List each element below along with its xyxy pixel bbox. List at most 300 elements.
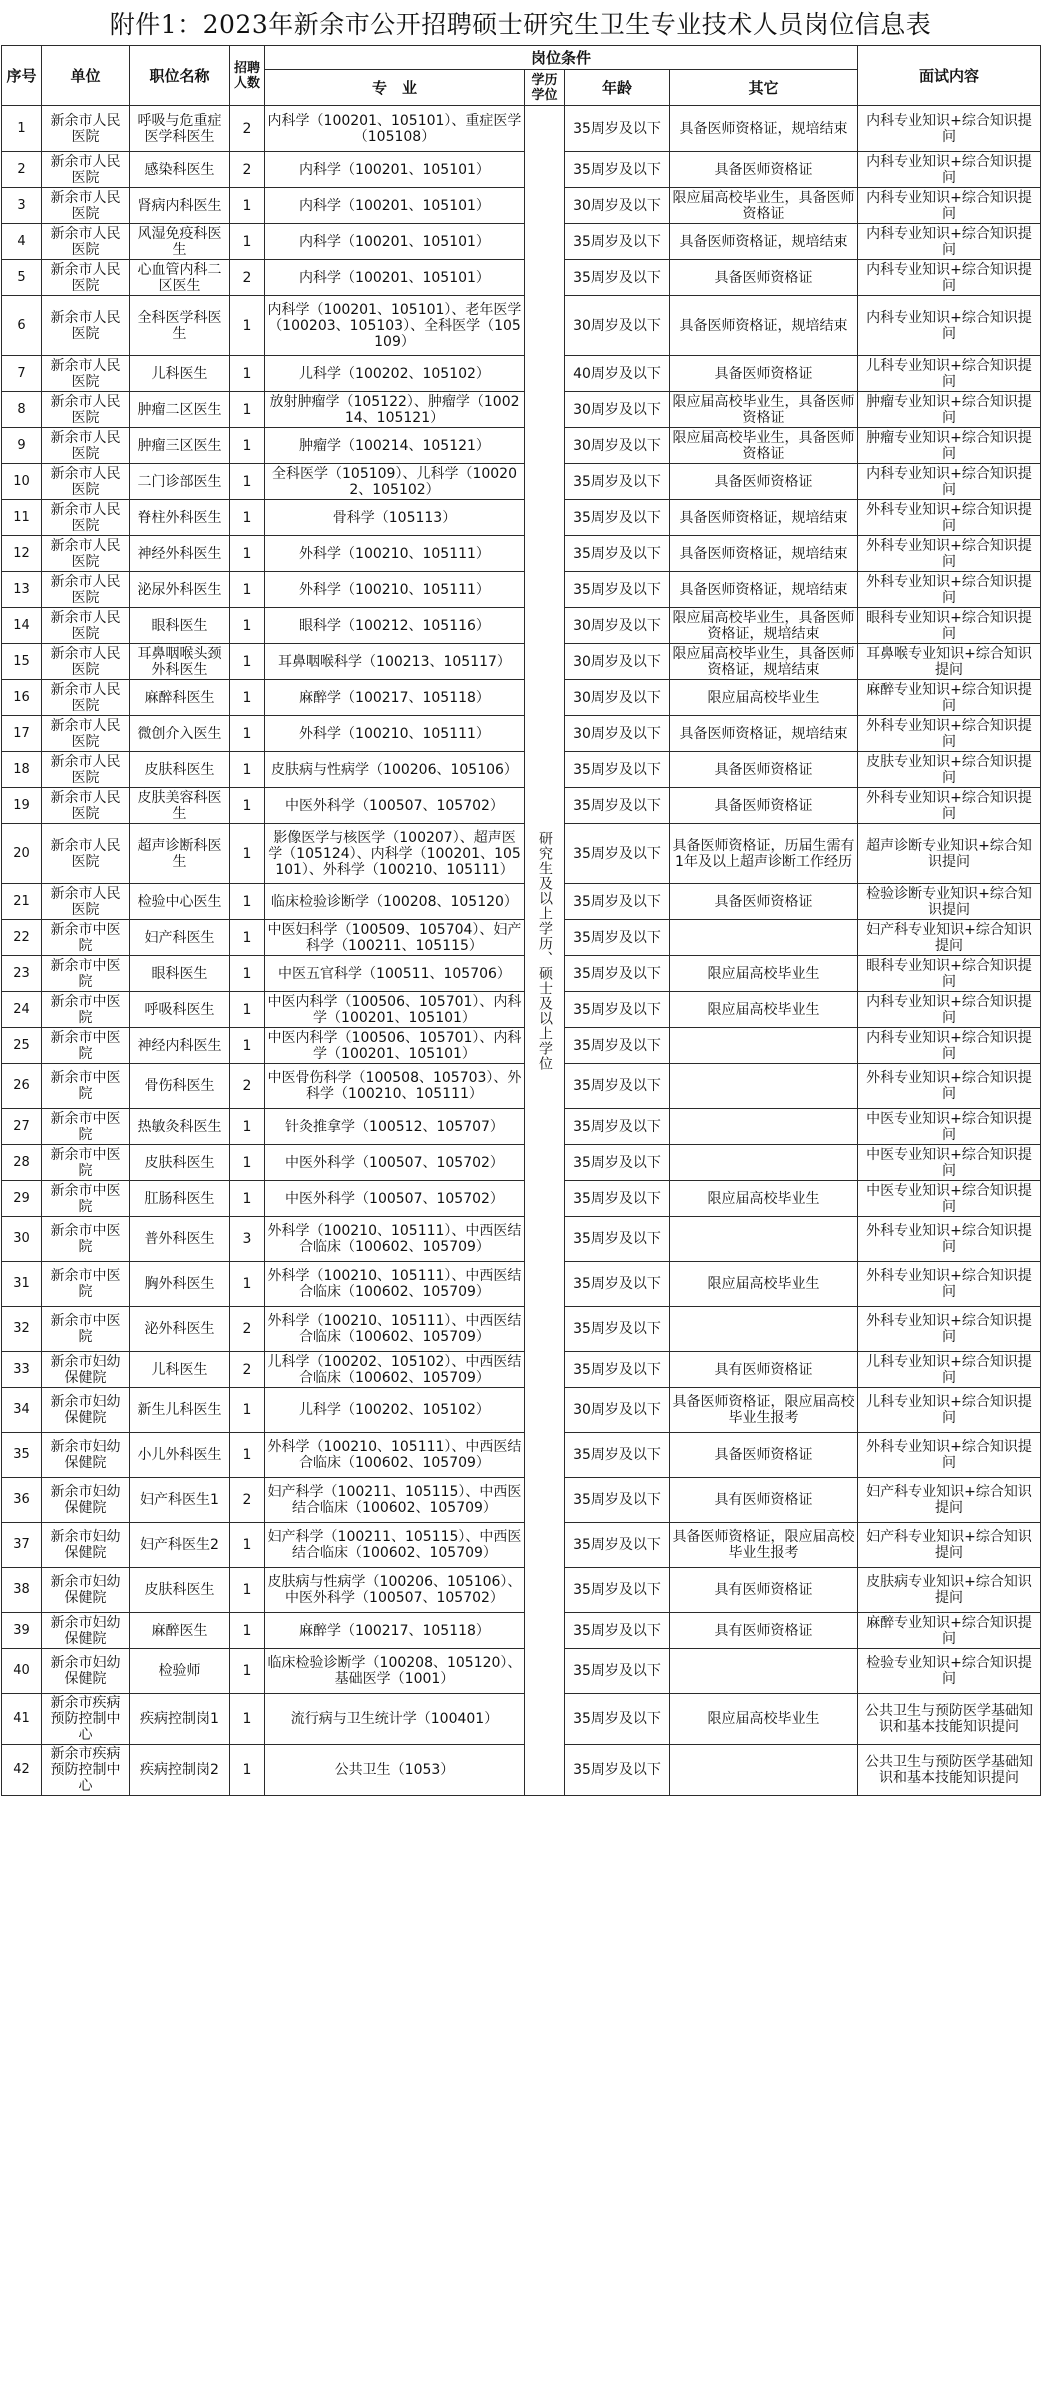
cell-other: 具有医师资格证 xyxy=(670,1568,858,1613)
cell-interview: 内科专业知识+综合知识提问 xyxy=(858,224,1041,260)
cell-other: 限应届高校毕业生，具备医师资格证 xyxy=(670,188,858,224)
cell-interview: 儿科专业知识+综合知识提问 xyxy=(858,1388,1041,1433)
cell-age: 35周岁及以下 xyxy=(565,106,670,152)
cell-position: 脊柱外科医生 xyxy=(130,500,230,536)
cell-seq: 39 xyxy=(2,1613,42,1649)
cell-position: 二门诊部医生 xyxy=(130,464,230,500)
cell-age: 35周岁及以下 xyxy=(565,1145,670,1181)
table-row xyxy=(2,188,1041,224)
cell-other: 限应届高校毕业生 xyxy=(670,992,858,1028)
cell-interview: 外科专业知识+综合知识提问 xyxy=(858,1217,1041,1262)
cell-age: 30周岁及以下 xyxy=(565,188,670,224)
table-row xyxy=(2,1262,1041,1307)
cell-position: 骨伤科医生 xyxy=(130,1064,230,1109)
cell-major: 妇产科学（100211、105115）、中西医结合临床（100602、105709） xyxy=(265,1523,525,1568)
table-row xyxy=(2,428,1041,464)
cell-unit: 新余市人民医院 xyxy=(42,716,130,752)
cell-other: 具备医师资格证，限应届高校毕业生报考 xyxy=(670,1523,858,1568)
cell-other: 具备医师资格证 xyxy=(670,788,858,824)
table-row xyxy=(2,1649,1041,1694)
cell-major: 影像医学与核医学（100207）、超声医学（105124）、内科学（100201、105101）、外科学（100210、105111） xyxy=(265,824,525,884)
cell-major: 流行病与卫生统计学（100401） xyxy=(265,1694,525,1745)
header-unit: 单位 xyxy=(42,46,130,106)
cell-unit: 新余市妇幼保健院 xyxy=(42,1388,130,1433)
cell-position: 肾病内科医生 xyxy=(130,188,230,224)
cell-major: 外科学（100210、105111） xyxy=(265,536,525,572)
cell-count: 1 xyxy=(230,1745,265,1796)
table-row xyxy=(2,680,1041,716)
cell-age: 30周岁及以下 xyxy=(565,608,670,644)
cell-unit: 新余市人民医院 xyxy=(42,260,130,296)
cell-position: 心血管内科二区医生 xyxy=(130,260,230,296)
table-row xyxy=(2,296,1041,356)
cell-other: 限应届高校毕业生 xyxy=(670,680,858,716)
cell-interview: 妇产科专业知识+综合知识提问 xyxy=(858,920,1041,956)
cell-major: 儿科学（100202、105102） xyxy=(265,1388,525,1433)
cell-seq: 17 xyxy=(2,716,42,752)
cell-major: 内科学（100201、105101）、老年医学（100203、105103）、全科医学（105109） xyxy=(265,296,525,356)
table-row xyxy=(2,608,1041,644)
cell-age: 35周岁及以下 xyxy=(565,884,670,920)
cell-count: 1 xyxy=(230,920,265,956)
cell-age: 30周岁及以下 xyxy=(565,644,670,680)
table-row xyxy=(2,106,1041,152)
cell-age: 35周岁及以下 xyxy=(565,752,670,788)
header-major: 专 业 xyxy=(265,70,525,106)
cell-seq: 30 xyxy=(2,1217,42,1262)
cell-position: 热敏灸科医生 xyxy=(130,1109,230,1145)
cell-seq: 24 xyxy=(2,992,42,1028)
table-row xyxy=(2,956,1041,992)
cell-position: 皮肤科医生 xyxy=(130,1568,230,1613)
cell-major: 中医外科学（100507、105702） xyxy=(265,788,525,824)
table-row xyxy=(2,224,1041,260)
cell-position: 感染科医生 xyxy=(130,152,230,188)
cell-major: 外科学（100210、105111） xyxy=(265,716,525,752)
cell-major: 内科学（100201、105101）、重症医学（105108） xyxy=(265,106,525,152)
cell-interview: 中医专业知识+综合知识提问 xyxy=(858,1145,1041,1181)
cell-age: 35周岁及以下 xyxy=(565,956,670,992)
cell-position: 呼吸科医生 xyxy=(130,992,230,1028)
cell-other xyxy=(670,920,858,956)
cell-position: 神经外科医生 xyxy=(130,536,230,572)
cell-age: 35周岁及以下 xyxy=(565,1109,670,1145)
header-conditions: 岗位条件 xyxy=(265,46,858,70)
cell-age: 35周岁及以下 xyxy=(565,992,670,1028)
cell-major: 麻醉学（100217、105118） xyxy=(265,1613,525,1649)
cell-position: 检验师 xyxy=(130,1649,230,1694)
cell-interview: 妇产科专业知识+综合知识提问 xyxy=(858,1523,1041,1568)
header-seq: 序号 xyxy=(2,46,42,106)
cell-count: 1 xyxy=(230,1568,265,1613)
cell-count: 1 xyxy=(230,1145,265,1181)
cell-unit: 新余市人民医院 xyxy=(42,788,130,824)
cell-other: 限应届高校毕业生，具备医师资格证 xyxy=(670,428,858,464)
cell-age: 30周岁及以下 xyxy=(565,428,670,464)
table-row xyxy=(2,392,1041,428)
cell-major: 外科学（100210、105111）、中西医结合临床（100602、105709） xyxy=(265,1217,525,1262)
table-row xyxy=(2,500,1041,536)
cell-seq: 35 xyxy=(2,1433,42,1478)
cell-other xyxy=(670,1064,858,1109)
cell-age: 35周岁及以下 xyxy=(565,1745,670,1796)
header-education: 学历学位 xyxy=(525,70,565,106)
table-row xyxy=(2,152,1041,188)
cell-other: 限应届高校毕业生 xyxy=(670,956,858,992)
cell-age: 35周岁及以下 xyxy=(565,224,670,260)
cell-major: 眼科学（100212、105116） xyxy=(265,608,525,644)
table-row xyxy=(2,1064,1041,1109)
cell-interview: 外科专业知识+综合知识提问 xyxy=(858,536,1041,572)
cell-interview: 中医专业知识+综合知识提问 xyxy=(858,1181,1041,1217)
cell-interview: 眼科专业知识+综合知识提问 xyxy=(858,608,1041,644)
cell-seq: 26 xyxy=(2,1064,42,1109)
cell-age: 35周岁及以下 xyxy=(565,1307,670,1352)
cell-other: 限应届高校毕业生 xyxy=(670,1181,858,1217)
cell-position: 泌外科医生 xyxy=(130,1307,230,1352)
cell-seq: 41 xyxy=(2,1694,42,1745)
cell-position: 微创介入医生 xyxy=(130,716,230,752)
cell-seq: 23 xyxy=(2,956,42,992)
cell-count: 1 xyxy=(230,884,265,920)
cell-age: 35周岁及以下 xyxy=(565,1352,670,1388)
cell-position: 疾病控制岗2 xyxy=(130,1745,230,1796)
cell-other: 限应届高校毕业生 xyxy=(670,1262,858,1307)
cell-interview: 外科专业知识+综合知识提问 xyxy=(858,1262,1041,1307)
cell-major: 临床检验诊断学（100208、105120） xyxy=(265,884,525,920)
cell-seq: 38 xyxy=(2,1568,42,1613)
cell-other xyxy=(670,1109,858,1145)
cell-major: 内科学（100201、105101） xyxy=(265,260,525,296)
cell-other: 具备医师资格证，限应届高校毕业生报考 xyxy=(670,1388,858,1433)
cell-age: 35周岁及以下 xyxy=(565,824,670,884)
cell-major: 内科学（100201、105101） xyxy=(265,224,525,260)
cell-major: 外科学（100210、105111） xyxy=(265,572,525,608)
cell-seq: 20 xyxy=(2,824,42,884)
cell-interview: 外科专业知识+综合知识提问 xyxy=(858,572,1041,608)
cell-other xyxy=(670,1145,858,1181)
cell-unit: 新余市中医院 xyxy=(42,992,130,1028)
cell-other: 具备医师资格证 xyxy=(670,884,858,920)
cell-position: 妇产科医生2 xyxy=(130,1523,230,1568)
cell-interview: 中医专业知识+综合知识提问 xyxy=(858,1109,1041,1145)
table-row xyxy=(2,992,1041,1028)
cell-age: 35周岁及以下 xyxy=(565,920,670,956)
cell-count: 1 xyxy=(230,392,265,428)
table-row xyxy=(2,1478,1041,1523)
cell-position: 妇产科医生 xyxy=(130,920,230,956)
cell-count: 1 xyxy=(230,1181,265,1217)
cell-age: 30周岁及以下 xyxy=(565,716,670,752)
cell-count: 1 xyxy=(230,680,265,716)
cell-major: 中医内科学（100506、105701）、内科学（100201、105101） xyxy=(265,992,525,1028)
cell-count: 2 xyxy=(230,1478,265,1523)
cell-seq: 18 xyxy=(2,752,42,788)
cell-major: 中医五官科学（100511、105706） xyxy=(265,956,525,992)
cell-age: 35周岁及以下 xyxy=(565,1064,670,1109)
cell-major: 外科学（100210、105111）、中西医结合临床（100602、105709） xyxy=(265,1307,525,1352)
cell-age: 35周岁及以下 xyxy=(565,1613,670,1649)
table-row xyxy=(2,1217,1041,1262)
cell-interview: 内科专业知识+综合知识提问 xyxy=(858,260,1041,296)
cell-interview: 外科专业知识+综合知识提问 xyxy=(858,1307,1041,1352)
cell-major: 放射肿瘤学（105122）、肿瘤学（100214、105121） xyxy=(265,392,525,428)
cell-unit: 新余市中医院 xyxy=(42,956,130,992)
cell-seq: 33 xyxy=(2,1352,42,1388)
cell-interview: 内科专业知识+综合知识提问 xyxy=(858,152,1041,188)
cell-position: 儿科医生 xyxy=(130,1352,230,1388)
cell-other: 具备医师资格证 xyxy=(670,464,858,500)
cell-major: 耳鼻咽喉科学（100213、105117） xyxy=(265,644,525,680)
cell-count: 2 xyxy=(230,106,265,152)
cell-interview: 检验专业知识+综合知识提问 xyxy=(858,1649,1041,1694)
cell-interview: 耳鼻喉专业知识+综合知识提问 xyxy=(858,644,1041,680)
table-row xyxy=(2,824,1041,884)
cell-count: 1 xyxy=(230,464,265,500)
cell-other: 具有医师资格证 xyxy=(670,1613,858,1649)
cell-count: 2 xyxy=(230,1064,265,1109)
cell-major: 儿科学（100202、105102） xyxy=(265,356,525,392)
table-row xyxy=(2,884,1041,920)
cell-other: 具有医师资格证 xyxy=(670,1478,858,1523)
cell-unit: 新余市人民医院 xyxy=(42,644,130,680)
cell-age: 35周岁及以下 xyxy=(565,1568,670,1613)
cell-age: 35周岁及以下 xyxy=(565,464,670,500)
cell-unit: 新余市疾病预防控制中心 xyxy=(42,1745,130,1796)
cell-interview: 外科专业知识+综合知识提问 xyxy=(858,500,1041,536)
cell-other: 具备医师资格证 xyxy=(670,752,858,788)
cell-position: 胸外科医生 xyxy=(130,1262,230,1307)
cell-position: 皮肤科医生 xyxy=(130,752,230,788)
cell-age: 35周岁及以下 xyxy=(565,572,670,608)
table-row xyxy=(2,1613,1041,1649)
cell-count: 1 xyxy=(230,1613,265,1649)
cell-major: 内科学（100201、105101） xyxy=(265,152,525,188)
cell-other: 具备医师资格证，历届生需有1年及以上超声诊断工作经历 xyxy=(670,824,858,884)
cell-unit: 新余市人民医院 xyxy=(42,884,130,920)
cell-unit: 新余市中医院 xyxy=(42,1307,130,1352)
cell-other: 具备医师资格证，规培结束 xyxy=(670,536,858,572)
cell-position: 全科医学科医生 xyxy=(130,296,230,356)
education-requirement: 研究生及以上学历、硕士及以上学位 xyxy=(537,830,553,1071)
table-row xyxy=(2,788,1041,824)
cell-major: 中医内科学（100506、105701）、内科学（100201、105101） xyxy=(265,1028,525,1064)
cell-major: 中医妇科学（100509、105704）、妇产科学（100211、105115） xyxy=(265,920,525,956)
cell-count: 1 xyxy=(230,428,265,464)
cell-age: 35周岁及以下 xyxy=(565,152,670,188)
cell-count: 1 xyxy=(230,1109,265,1145)
cell-position: 检验中心医生 xyxy=(130,884,230,920)
cell-count: 1 xyxy=(230,1028,265,1064)
cell-count: 2 xyxy=(230,152,265,188)
cell-interview: 外科专业知识+综合知识提问 xyxy=(858,1433,1041,1478)
cell-interview: 超声诊断专业知识+综合知识提问 xyxy=(858,824,1041,884)
cell-seq: 4 xyxy=(2,224,42,260)
cell-unit: 新余市中医院 xyxy=(42,1064,130,1109)
table-row xyxy=(2,260,1041,296)
table-row xyxy=(2,356,1041,392)
cell-position: 小儿外科医生 xyxy=(130,1433,230,1478)
cell-seq: 6 xyxy=(2,296,42,356)
cell-interview: 外科专业知识+综合知识提问 xyxy=(858,716,1041,752)
cell-count: 1 xyxy=(230,1694,265,1745)
cell-age: 30周岁及以下 xyxy=(565,680,670,716)
cell-other xyxy=(670,1217,858,1262)
cell-major: 外科学（100210、105111）、中西医结合临床（100602、105709） xyxy=(265,1433,525,1478)
cell-seq: 42 xyxy=(2,1745,42,1796)
cell-seq: 27 xyxy=(2,1109,42,1145)
cell-count: 1 xyxy=(230,824,265,884)
cell-age: 35周岁及以下 xyxy=(565,1523,670,1568)
cell-seq: 13 xyxy=(2,572,42,608)
cell-seq: 10 xyxy=(2,464,42,500)
cell-seq: 22 xyxy=(2,920,42,956)
table-row xyxy=(2,716,1041,752)
cell-other: 具备医师资格证，规培结束 xyxy=(670,716,858,752)
cell-other: 具备医师资格证，规培结束 xyxy=(670,106,858,152)
table-row xyxy=(2,1694,1041,1745)
cell-position: 呼吸与危重症医学科医生 xyxy=(130,106,230,152)
cell-major: 临床检验诊断学（100208、105120）、基础医学（1001） xyxy=(265,1649,525,1694)
cell-interview: 皮肤病专业知识+综合知识提问 xyxy=(858,1568,1041,1613)
cell-unit: 新余市妇幼保健院 xyxy=(42,1433,130,1478)
cell-unit: 新余市中医院 xyxy=(42,1217,130,1262)
cell-count: 1 xyxy=(230,1262,265,1307)
table-row xyxy=(2,1433,1041,1478)
cell-age: 35周岁及以下 xyxy=(565,260,670,296)
cell-count: 1 xyxy=(230,536,265,572)
table-row xyxy=(2,464,1041,500)
cell-age: 35周岁及以下 xyxy=(565,1649,670,1694)
table-row xyxy=(2,1028,1041,1064)
cell-position: 耳鼻咽喉头颈外科医生 xyxy=(130,644,230,680)
cell-interview: 外科专业知识+综合知识提问 xyxy=(858,1064,1041,1109)
cell-count: 1 xyxy=(230,752,265,788)
cell-major: 内科学（100201、105101） xyxy=(265,188,525,224)
cell-age: 35周岁及以下 xyxy=(565,1478,670,1523)
cell-count: 1 xyxy=(230,572,265,608)
cell-age: 40周岁及以下 xyxy=(565,356,670,392)
cell-count: 1 xyxy=(230,1433,265,1478)
cell-interview: 内科专业知识+综合知识提问 xyxy=(858,106,1041,152)
table-row xyxy=(2,1745,1041,1796)
cell-unit: 新余市人民医院 xyxy=(42,224,130,260)
cell-unit: 新余市中医院 xyxy=(42,1109,130,1145)
cell-age: 30周岁及以下 xyxy=(565,296,670,356)
cell-position: 疾病控制岗1 xyxy=(130,1694,230,1745)
cell-other: 具备医师资格证 xyxy=(670,356,858,392)
table-row xyxy=(2,1181,1041,1217)
table-row xyxy=(2,1307,1041,1352)
cell-count: 1 xyxy=(230,500,265,536)
cell-other xyxy=(670,1649,858,1694)
cell-unit: 新余市人民医院 xyxy=(42,152,130,188)
cell-unit: 新余市人民医院 xyxy=(42,536,130,572)
cell-unit: 新余市人民医院 xyxy=(42,680,130,716)
cell-position: 风湿免疫科医生 xyxy=(130,224,230,260)
cell-interview: 肿瘤专业知识+综合知识提问 xyxy=(858,428,1041,464)
cell-count: 1 xyxy=(230,1649,265,1694)
cell-seq: 5 xyxy=(2,260,42,296)
cell-seq: 37 xyxy=(2,1523,42,1568)
cell-other: 具备医师资格证，规培结束 xyxy=(670,572,858,608)
cell-position: 泌尿外科医生 xyxy=(130,572,230,608)
cell-position: 妇产科医生1 xyxy=(130,1478,230,1523)
cell-seq: 21 xyxy=(2,884,42,920)
table-row xyxy=(2,644,1041,680)
table-row xyxy=(2,1568,1041,1613)
cell-seq: 34 xyxy=(2,1388,42,1433)
cell-interview: 妇产科专业知识+综合知识提问 xyxy=(858,1478,1041,1523)
cell-count: 1 xyxy=(230,608,265,644)
cell-position: 皮肤美容科医生 xyxy=(130,788,230,824)
cell-seq: 1 xyxy=(2,106,42,152)
cell-major: 麻醉学（100217、105118） xyxy=(265,680,525,716)
cell-major: 骨科学（105113） xyxy=(265,500,525,536)
cell-age: 30周岁及以下 xyxy=(565,392,670,428)
cell-seq: 12 xyxy=(2,536,42,572)
cell-major: 全科医学（105109）、儿科学（100202、105102） xyxy=(265,464,525,500)
cell-age: 30周岁及以下 xyxy=(565,1388,670,1433)
cell-unit: 新余市人民医院 xyxy=(42,106,130,152)
cell-seq: 15 xyxy=(2,644,42,680)
cell-major: 皮肤病与性病学（100206、105106）、中医外科学（100507、105702） xyxy=(265,1568,525,1613)
cell-seq: 28 xyxy=(2,1145,42,1181)
cell-seq: 16 xyxy=(2,680,42,716)
cell-interview: 肿瘤专业知识+综合知识提问 xyxy=(858,392,1041,428)
cell-count: 1 xyxy=(230,356,265,392)
header-other: 其它 xyxy=(670,70,858,106)
cell-count: 2 xyxy=(230,1352,265,1388)
cell-interview: 内科专业知识+综合知识提问 xyxy=(858,296,1041,356)
table-row xyxy=(2,920,1041,956)
cell-interview: 内科专业知识+综合知识提问 xyxy=(858,464,1041,500)
cell-other: 具备医师资格证，规培结束 xyxy=(670,500,858,536)
cell-seq: 3 xyxy=(2,188,42,224)
cell-major: 公共卫生（1053） xyxy=(265,1745,525,1796)
cell-major: 儿科学（100202、105102）、中西医结合临床（100602、105709） xyxy=(265,1352,525,1388)
cell-unit: 新余市中医院 xyxy=(42,1262,130,1307)
cell-count: 2 xyxy=(230,260,265,296)
cell-count: 1 xyxy=(230,644,265,680)
cell-seq: 25 xyxy=(2,1028,42,1064)
cell-seq: 11 xyxy=(2,500,42,536)
cell-interview: 内科专业知识+综合知识提问 xyxy=(858,992,1041,1028)
cell-seq: 32 xyxy=(2,1307,42,1352)
cell-count: 1 xyxy=(230,992,265,1028)
cell-unit: 新余市人民医院 xyxy=(42,392,130,428)
cell-position: 儿科医生 xyxy=(130,356,230,392)
cell-seq: 7 xyxy=(2,356,42,392)
cell-age: 35周岁及以下 xyxy=(565,1694,670,1745)
table-row xyxy=(2,572,1041,608)
cell-count: 1 xyxy=(230,716,265,752)
cell-position: 麻醉医生 xyxy=(130,1613,230,1649)
cell-age: 35周岁及以下 xyxy=(565,1181,670,1217)
cell-age: 35周岁及以下 xyxy=(565,1028,670,1064)
cell-position: 肛肠科医生 xyxy=(130,1181,230,1217)
header-position: 职位名称 xyxy=(130,46,230,106)
cell-seq: 14 xyxy=(2,608,42,644)
cell-unit: 新余市人民医院 xyxy=(42,188,130,224)
cell-age: 35周岁及以下 xyxy=(565,500,670,536)
table-body xyxy=(2,106,1041,1796)
cell-major: 外科学（100210、105111）、中西医结合临床（100602、105709） xyxy=(265,1262,525,1307)
cell-unit: 新余市人民医院 xyxy=(42,296,130,356)
table-row xyxy=(2,536,1041,572)
cell-other: 具备医师资格证，规培结束 xyxy=(670,296,858,356)
cell-unit: 新余市妇幼保健院 xyxy=(42,1649,130,1694)
